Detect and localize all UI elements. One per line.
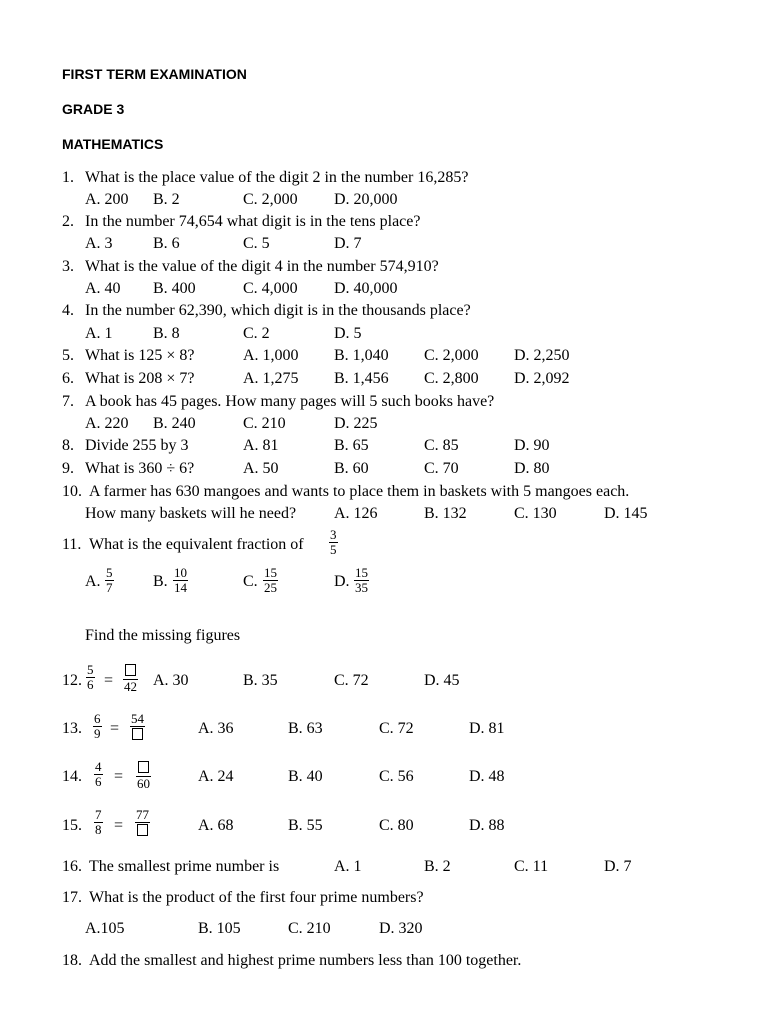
option-d: D. 80 [514,460,550,477]
equals-sign: = [110,720,120,737]
option-d: D. 7 [334,235,362,252]
blank-box [137,824,148,836]
question-number: 5. [62,347,74,364]
fraction [329,528,338,557]
question-number: 16. [62,858,82,875]
question-7 [0,393,768,413]
question-18 [0,952,768,972]
option-a: A. 220 [85,415,129,432]
option-d: D. 320 [379,920,423,937]
right-fraction [123,663,138,694]
question-4 [0,302,768,322]
option-c: C. 80 [379,817,414,834]
option-c: C. 130 [514,505,557,522]
question-2 [0,213,768,233]
question-15 [0,817,768,837]
option-a: A. 1 [85,325,113,342]
question-text: What is the value of the digit 4 in the number 574,910? [85,258,439,275]
question-text: What is the product of the first four prime numbers? [89,889,424,906]
question-text: Add the smallest and highest prime numbers less than 100 together. [89,952,522,969]
option-c-fraction [263,566,278,595]
question-text: What is 360 ÷ 6? [85,460,195,477]
question-17 [0,889,768,909]
instruction-text: Find the missing figures [85,627,241,644]
equals-sign: = [104,672,114,689]
question-1-options [0,191,768,211]
fraction-numerator: 4 [95,759,102,774]
option-a: A. 3 [85,235,113,252]
left-fraction [86,663,95,692]
fraction-denominator: 14 [174,580,187,595]
option-d: D. 90 [514,437,550,454]
option-a: A. 68 [198,817,234,834]
fraction-denominator: 9 [94,726,101,741]
option-d: D. 88 [469,817,505,834]
option-b: B. 63 [288,720,323,737]
option-d: D. 81 [469,720,505,737]
question-number: 3. [62,258,74,275]
question-number: 2. [62,213,74,230]
question-number: 1. [62,169,74,186]
fraction-denominator: 35 [355,580,368,595]
option-c: C. 210 [243,415,286,432]
question-text: What is the equivalent fraction of [89,536,304,553]
option-a-fraction [105,566,114,595]
option-d: D. 40,000 [334,280,398,297]
fraction-denominator: 25 [264,580,277,595]
option-b: B. 2 [424,858,451,875]
option-b: B. 1,040 [334,347,389,364]
question-3-options [0,280,768,300]
question-number: 15. [62,817,82,834]
option-d: D. 20,000 [334,191,398,208]
question-6 [0,370,768,390]
question-text: What is 208 × 7? [85,370,195,387]
right-fraction [130,712,145,743]
question-number: 13. [62,720,82,737]
option-c: C. 210 [288,920,331,937]
option-d: D. 7 [604,858,632,875]
question-9 [0,460,768,480]
fraction-numerator: 3 [330,527,337,542]
option-a: A. 24 [198,768,234,785]
question-number: 9. [62,460,74,477]
fraction-numerator: 6 [94,711,101,726]
question-16 [0,858,768,878]
option-c: C. 72 [379,720,414,737]
option-c: C. 2,800 [424,370,479,387]
right-fraction [136,760,151,791]
option-b: B. 2 [153,191,180,208]
question-number: 8. [62,437,74,454]
question-text: Divide 255 by 3 [85,437,189,454]
fraction-numerator: 77 [136,807,149,822]
question-13 [0,720,768,740]
option-a: A. 50 [243,460,279,477]
blank-box [138,761,149,773]
question-number: 10. [62,483,82,500]
question-number: 17. [62,889,82,906]
question-number: 7. [62,393,74,410]
option-c: C. 85 [424,437,459,454]
option-d: D. 48 [469,768,505,785]
question-3 [0,258,768,278]
option-c: C. 11 [514,858,549,875]
question-7-options [0,415,768,435]
left-fraction [94,760,103,789]
option-b: B. 6 [153,235,180,252]
subject-heading: MATHEMATICS [62,136,164,152]
question-11 [0,536,768,556]
fraction-denominator: 42 [124,679,137,694]
option-a: A. 126 [334,505,378,522]
equals-sign: = [114,768,124,785]
option-b: B. 1,456 [334,370,389,387]
option-b: B. 240 [153,415,196,432]
option-d: D. 225 [334,415,378,432]
question-10-continued [0,505,768,525]
option-d: D. 5 [334,325,362,342]
fraction-numerator: 15 [264,565,277,580]
question-number: 6. [62,370,74,387]
grade-heading: GRADE 3 [62,101,125,117]
question-text: The smallest prime number is [89,858,280,875]
option-d: D. 145 [604,505,648,522]
fraction-denominator: 7 [106,580,113,595]
option-c: C. 2 [243,325,270,342]
option-a: A. 1,275 [243,370,299,387]
option-c: C. 2,000 [424,347,479,364]
question-1 [0,169,768,189]
left-fraction [94,808,103,837]
question-text: A farmer has 630 mangoes and wants to place them in baskets with 5 mangoes each. [89,483,630,500]
exam-title: FIRST TERM EXAMINATION [62,66,247,82]
question-text: A book has 45 pages. How many pages will 5 such books have? [85,393,495,410]
option-c-letter: C. [243,573,258,590]
fraction-numerator: 54 [131,711,144,726]
question-17-options [0,920,768,940]
fraction-denominator: 5 [330,542,337,557]
option-d-fraction [354,566,369,595]
option-a: A. 1 [334,858,362,875]
question-2-options [0,235,768,255]
option-b: B. 65 [334,437,369,454]
option-b: B. 35 [243,672,278,689]
question-12 [0,672,768,692]
question-number: 4. [62,302,74,319]
option-d-letter: D. [334,573,350,590]
option-a: A. 40 [85,280,121,297]
equals-sign: = [114,817,124,834]
fraction-denominator: 60 [137,776,150,791]
option-b: B. 60 [334,460,369,477]
instruction [0,627,768,647]
option-b: B. 8 [153,325,180,342]
fraction-denominator: 6 [87,677,94,692]
blank-box [125,664,136,676]
question-text: In the number 62,390, which digit is in the thousands place? [85,302,471,319]
option-d: D. 45 [424,672,460,689]
fraction-numerator: 5 [106,565,113,580]
option-c: C. 70 [424,460,459,477]
question-number: 14. [62,768,82,785]
option-a: A. 36 [198,720,234,737]
question-text-continued: How many baskets will he need? [85,505,297,522]
option-a: A. 30 [153,672,189,689]
question-8 [0,437,768,457]
option-d: D. 2,092 [514,370,570,387]
question-number: 12. [62,672,82,689]
option-c: C. 2,000 [243,191,298,208]
option-b: B. 55 [288,817,323,834]
question-14 [0,768,768,788]
fraction-denominator: 8 [95,822,102,837]
option-b-fraction [173,566,188,595]
option-c: C. 56 [379,768,414,785]
fraction-denominator: 6 [95,774,102,789]
option-a: A. 200 [85,191,129,208]
option-a: A. 81 [243,437,279,454]
question-10 [0,483,768,503]
option-c: C. 4,000 [243,280,298,297]
left-fraction [93,712,102,741]
option-b: B. 400 [153,280,196,297]
question-number: 11. [62,536,82,553]
option-d: D. 2,250 [514,347,570,364]
right-fraction [135,808,150,839]
option-b-letter: B. [153,573,168,590]
blank-box [132,728,143,740]
question-number: 18. [62,952,82,969]
option-a-letter: A. [85,573,101,590]
option-b: B. 105 [198,920,241,937]
question-5 [0,347,768,367]
fraction-numerator: 5 [87,662,94,677]
option-c: C. 5 [243,235,270,252]
option-b: B. 132 [424,505,467,522]
option-c: C. 72 [334,672,369,689]
fraction-numerator: 10 [174,565,187,580]
question-text: What is the place value of the digit 2 in the number 16,285? [85,169,469,186]
question-4-options [0,325,768,345]
option-a: A.105 [85,920,125,937]
fraction-numerator: 15 [355,565,368,580]
question-text: What is 125 × 8? [85,347,195,364]
question-text: In the number 74,654 what digit is in the tens place? [85,213,421,230]
fraction-numerator: 7 [95,807,102,822]
question-11-options [0,573,768,593]
option-a: A. 1,000 [243,347,299,364]
option-b: B. 40 [288,768,323,785]
